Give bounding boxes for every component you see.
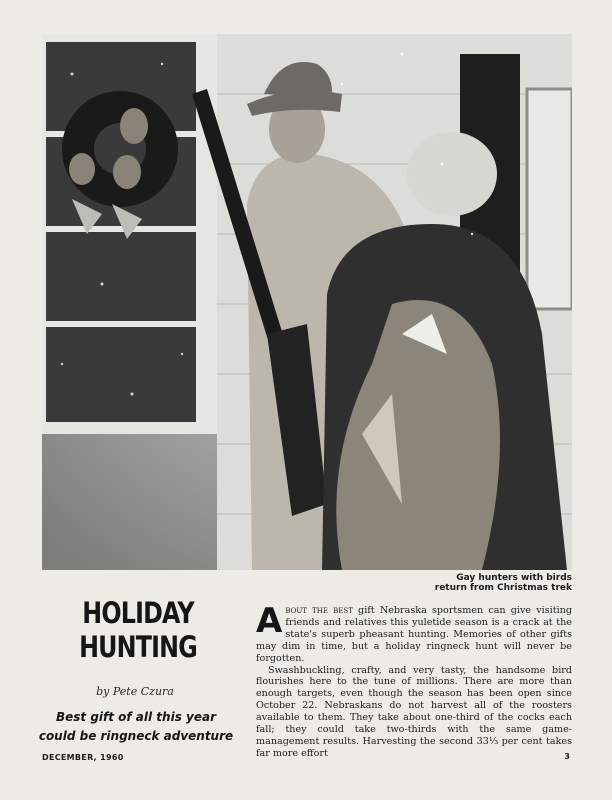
paragraph-1 [256,601,572,665]
caption-line-2: return from Christmas trek [434,583,572,593]
title-line-2: HUNTING [79,630,197,664]
lead-in: bout the best [285,605,353,616]
title-line-1: HOLIDAY [82,596,194,630]
paragraph-1-text: gift Nebraska sportsmen can give visiting friends and relatives this yuletide season is a crack at the state's superb pheasant hunting. Memories of other gifts may dim in time, but a holiday ringneck hunt will never be forgotten. [256,605,572,664]
tagline-line-1: Best gift of all this year [55,710,216,724]
article-title [72,596,203,664]
hunters-photo [42,34,572,570]
tagline-line-2: could be ringneck adventure [38,729,234,743]
photo-caption [352,573,572,593]
issue-date: DECEMBER, 1960 [42,753,124,762]
page-number: 3 [564,752,570,761]
article-tagline [38,708,234,746]
paragraph-2: Swashbuckling, crafty, and very tasty, the handsome bird flourishes here to the tune of millions. There are more than enough targets, even though the season has been open since October 22. Nebraskans do not harvest all of the roosters available to them. They take about one-third of the cocks each fall; they could take two-thirds with the same game-management results. Harvesting the second 33⅓ per cent takes far more effort [256,664,572,759]
article-body [256,601,572,760]
author-byline: by Pete Czura [96,685,174,698]
caption-line-1: Gay hunters with birds [456,573,572,583]
drop-cap: A [256,601,283,641]
photo-illustration [42,34,572,570]
